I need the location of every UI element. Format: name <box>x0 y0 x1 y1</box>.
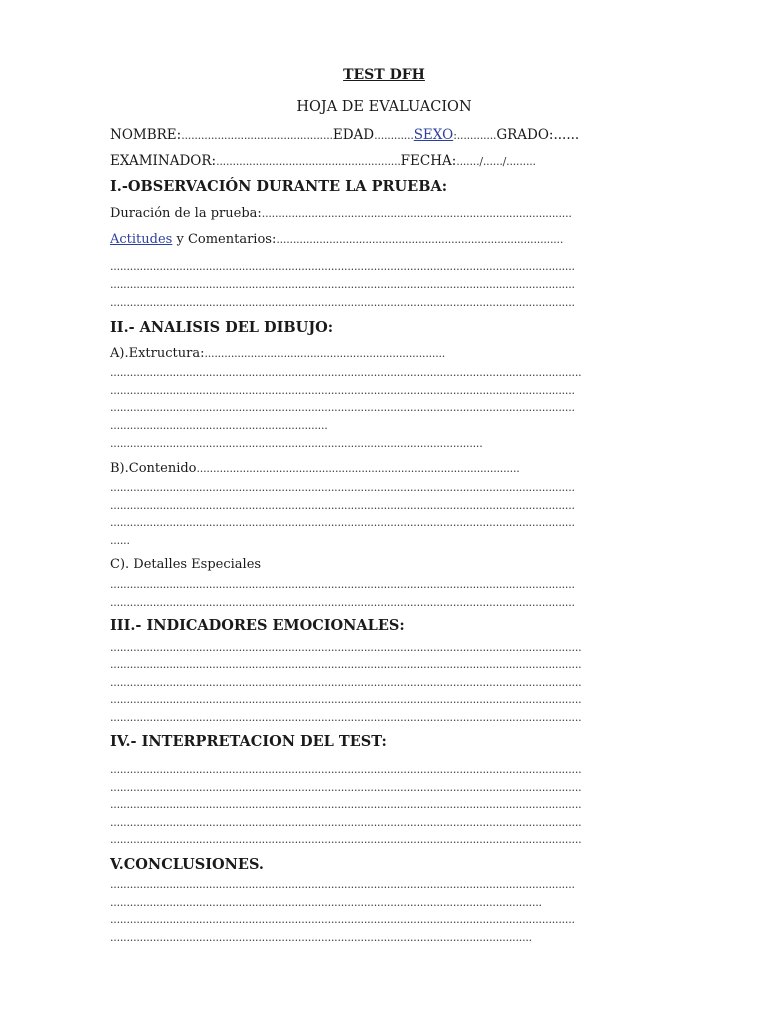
blank-line: ............................................................................................................................................. <box>110 401 575 414</box>
section5-heading: V.CONCLUSIONES. <box>110 856 264 873</box>
comentarios-label: y Comentarios: <box>172 232 277 247</box>
blank-line: ............................................................................................................................................. <box>110 296 575 309</box>
edad-label: EDAD <box>332 127 375 143</box>
blank-line: ............................................................................................................................................... <box>110 658 582 671</box>
blank-line: ............................................................................................................................................... <box>110 366 582 379</box>
actitudes-link[interactable]: Actitudes <box>110 232 173 247</box>
section3-heading: III.- INDICADORES EMOCIONALES: <box>110 617 405 634</box>
estructura-blank: ......................................................................... <box>204 347 446 360</box>
blank-line: ............................................................................................................................................. <box>110 499 575 512</box>
sexo-link[interactable]: SEXO <box>413 127 454 143</box>
examinador-label: EXAMINADOR: <box>110 153 217 169</box>
blank-line: ............................................................................................................................................... <box>110 781 582 794</box>
contenido-label: B).Contenido <box>110 461 197 476</box>
fecha-label: FECHA: <box>400 153 457 169</box>
edad-blank: ............ <box>374 129 414 142</box>
blank-line: ............................................................................................................................................... <box>110 641 582 654</box>
nombre-label: NOMBRE: <box>110 127 182 143</box>
blank-line: ............................................................................................................................................... <box>110 711 582 724</box>
nombre-line <box>110 127 579 144</box>
blank-line: ............................................................................................................................................... <box>110 693 582 706</box>
blank-line: ............................................................................................................................................. <box>110 260 575 273</box>
nombre-blank: .............................................. <box>181 129 333 142</box>
section2-heading: II.- ANALISIS DEL DIBUJO: <box>110 319 334 336</box>
blank-line: ................................................................................................................. <box>110 437 483 450</box>
sexo-blank: :............ <box>453 129 497 142</box>
blank-line: ............................................................................................................................................. <box>110 596 575 609</box>
blank-line: ................................................................................................................................ <box>110 931 532 944</box>
blank-line: ............................................................................................................................................. <box>110 878 575 891</box>
blank-line: ............................................................................................................................................. <box>110 278 575 291</box>
grado-label: GRADO:...... <box>496 127 580 143</box>
blank-line: .................................................................. <box>110 419 328 432</box>
contenido-blank: .................................................................................................. <box>196 462 520 475</box>
document-subtitle: HOJA DE EVALUACION <box>296 99 472 115</box>
blank-line: ............................................................................................................................................. <box>110 384 575 397</box>
duracion-blank: .............................................................................................. <box>261 207 572 220</box>
actitudes-line <box>110 232 563 248</box>
detalles-label: C). Detalles Especiales <box>110 557 262 572</box>
section4-heading: IV.- INTERPRETACION DEL TEST: <box>110 733 387 750</box>
blank-line: ............................................................................................................................................... <box>110 798 582 811</box>
blank-line: ............................................................................................................................................. <box>110 913 575 926</box>
duracion-label: Duración de la prueba: <box>110 206 262 221</box>
document-title: TEST DFH <box>343 67 425 83</box>
duracion-line <box>110 206 572 222</box>
comentarios-blank: ....................................................................................... <box>276 233 564 246</box>
blank-line: ............................................................................................................................................... <box>110 833 582 846</box>
examinador-blank: ........................................................ <box>216 155 401 168</box>
blank-line: ............................................................................................................................................... <box>110 676 582 689</box>
estructura-label: A).Extructura: <box>110 346 205 361</box>
section1-heading: I.-OBSERVACIÓN DURANTE LA PRUEBA: <box>110 178 448 195</box>
blank-line: ...... <box>110 534 130 547</box>
blank-line: ............................................................................................................................................... <box>110 816 582 829</box>
blank-line: ............................................................................................................................................. <box>110 481 575 494</box>
examinador-line <box>110 153 536 170</box>
contenido-line <box>110 461 520 477</box>
estructura-line <box>110 346 445 362</box>
fecha-blank: ......./....../......... <box>456 155 536 168</box>
blank-line: ............................................................................................................................................... <box>110 763 582 776</box>
blank-line: ............................................................................................................................................. <box>110 578 575 591</box>
blank-line: ............................................................................................................................................. <box>110 516 575 529</box>
blank-line: ................................................................................................................................... <box>110 896 542 909</box>
